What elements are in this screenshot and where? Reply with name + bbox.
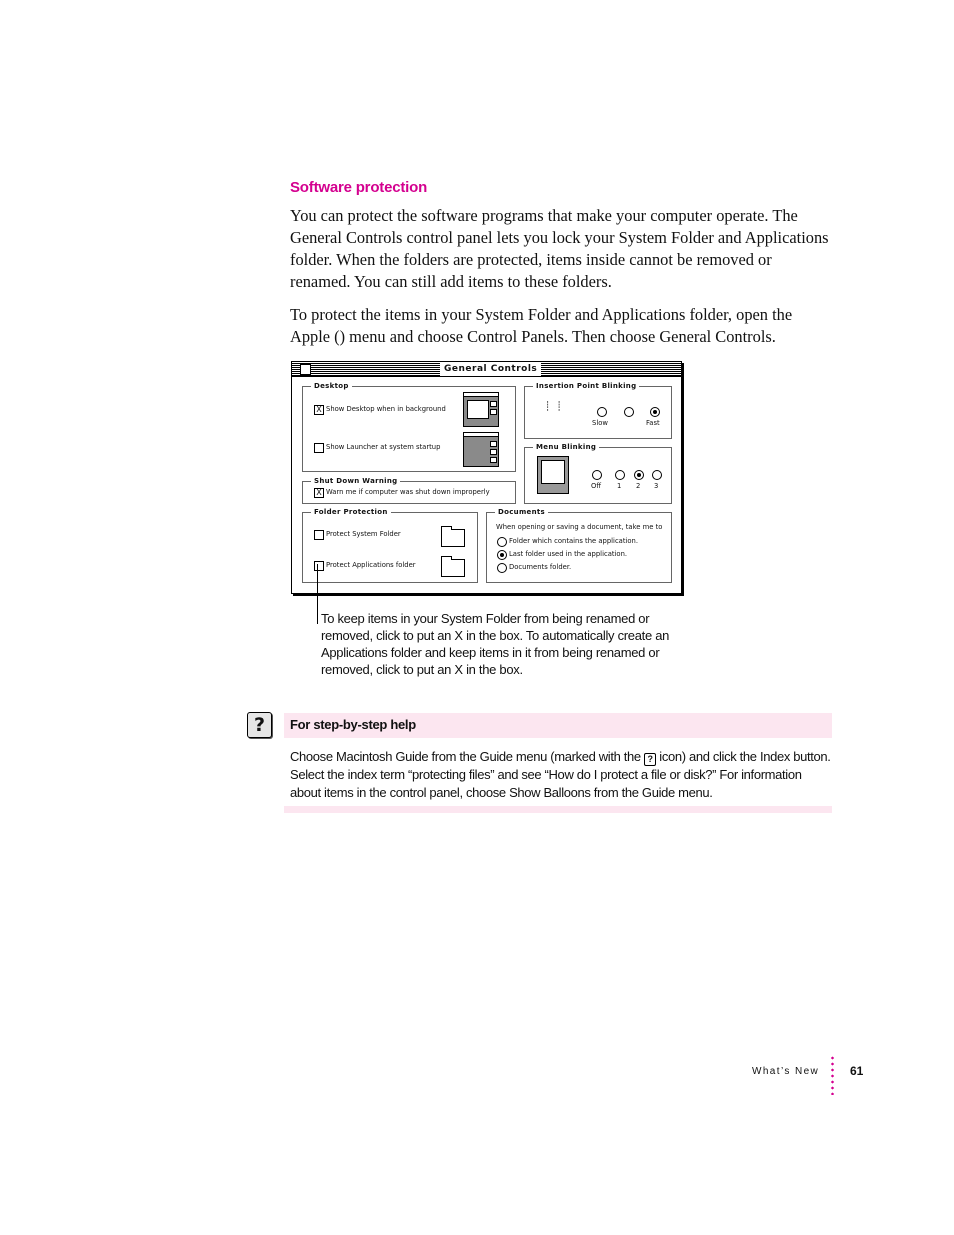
protect-system-folder-checkbox[interactable] [314,530,324,540]
folder-protection-group [302,508,478,583]
insertion-point-label: Insertion Point Blinking [533,380,639,392]
shutdown-warning-group [302,477,516,504]
documents-label: Documents [495,506,548,518]
documents-option-last-folder-radio[interactable] [497,550,507,560]
documents-option-app-folder-label: Folder which contains the application. [509,537,639,545]
menu-blinking-preview-icon [537,456,569,494]
menu-blink-1-label: 1 [617,482,622,490]
documents-option-documents-folder-label: Documents folder. [509,563,572,571]
blink-rate-fast-radio[interactable] [650,407,660,417]
desktop-group [302,382,516,472]
intro-paragraph: You can protect the software programs that make your computer operate. The General Controls control panel lets you lock your System Folder and Applications folder. When the folders are protected, items inside cannot be removed or renamed. You can still add items to these folders. [290,206,829,291]
blink-fast-label: Fast [646,419,660,427]
menu-blink-3-label: 3 [654,482,659,490]
page-number: 61 [850,1064,864,1078]
help-text [290,748,835,802]
insertion-point-group [524,382,672,439]
protect-applications-folder-label: Protect Applications folder [326,561,416,569]
blink-rate-slow-radio[interactable] [597,407,607,417]
menu-blink-1-radio[interactable] [615,470,625,480]
section-name: What’s New [752,1066,820,1077]
system-folder-icon [441,529,465,547]
insertion-point-cursor-icon: ┊┊ [545,402,568,412]
menu-blink-3-radio[interactable] [652,470,662,480]
blink-slow-label: Slow [592,419,608,427]
folder-protection-label: Folder Protection [311,506,391,518]
documents-option-last-folder-label: Last folder used in the application. [509,550,628,558]
protect-system-folder-label: Protect System Folder [326,530,401,538]
dotted-divider [831,1055,834,1095]
applications-folder-icon [441,559,465,577]
desktop-group-label: Desktop [311,380,352,392]
instruction-text-end: ) menu and choose Control Panels. Then choose General Controls. [339,327,776,346]
shutdown-warning-checkbox[interactable]: X [314,488,324,498]
show-launcher-label: Show Launcher at system startup [326,443,441,451]
documents-option-documents-folder-radio[interactable] [497,563,507,573]
shutdown-warning-label: Shut Down Warning [311,475,400,487]
menu-blink-2-label: 2 [636,482,641,490]
menu-blink-off-label: Off [591,482,602,490]
protect-applications-folder-checkbox[interactable] [314,561,324,571]
menu-blinking-group [524,443,672,504]
instruction-text-start: To protect the items in your System Folder and Applications folder, open the Apple ( [290,305,793,346]
menu-blink-2-radio[interactable] [634,470,644,480]
figure-caption: To keep items in your System Folder from being renamed or removed, click to put an X in the box. To automatically create an Applications folder and keep items in it from being renamed or removed, click to put an X in the box. [321,611,670,677]
desktop-visible-thumbnail-icon [463,392,499,427]
help-text-start: Choose Macintosh Guide from the Guide menu (marked with the [290,749,645,764]
window-title-bar[interactable] [292,362,681,377]
close-box-icon[interactable] [300,364,311,375]
section-heading: Software protection [290,179,428,196]
help-question-icon: ? [247,712,272,738]
window-title: General Controls [440,362,541,376]
show-launcher-checkbox[interactable] [314,443,324,453]
desktop-hidden-thumbnail-icon [463,432,499,467]
help-text-end: icon) and click the Index button. Select the index term “protecting files” and see “How do I protect a file or disk?” For information about items in the control panel, choose Show Balloons from the Guide menu. [290,749,831,800]
shutdown-warning-text: Warn me if computer was shut down improperly [326,488,490,496]
menu-blink-off-radio[interactable] [592,470,602,480]
show-desktop-checkbox[interactable]: X [314,405,324,415]
guide-menu-icon: ? [644,753,656,766]
help-title: For step-by-step help [290,717,416,732]
help-bottom-rule [284,806,832,813]
documents-intro: When opening or saving a document, take me to [496,523,663,531]
documents-group [486,508,672,583]
show-desktop-label: Show Desktop when in background [326,405,446,413]
documents-option-app-folder-radio[interactable] [497,537,507,547]
menu-blinking-label: Menu Blinking [533,441,599,453]
general-controls-window [291,361,682,594]
callout-line [317,564,318,624]
blink-rate-medium-radio[interactable] [624,407,634,417]
instruction-paragraph [290,304,830,349]
